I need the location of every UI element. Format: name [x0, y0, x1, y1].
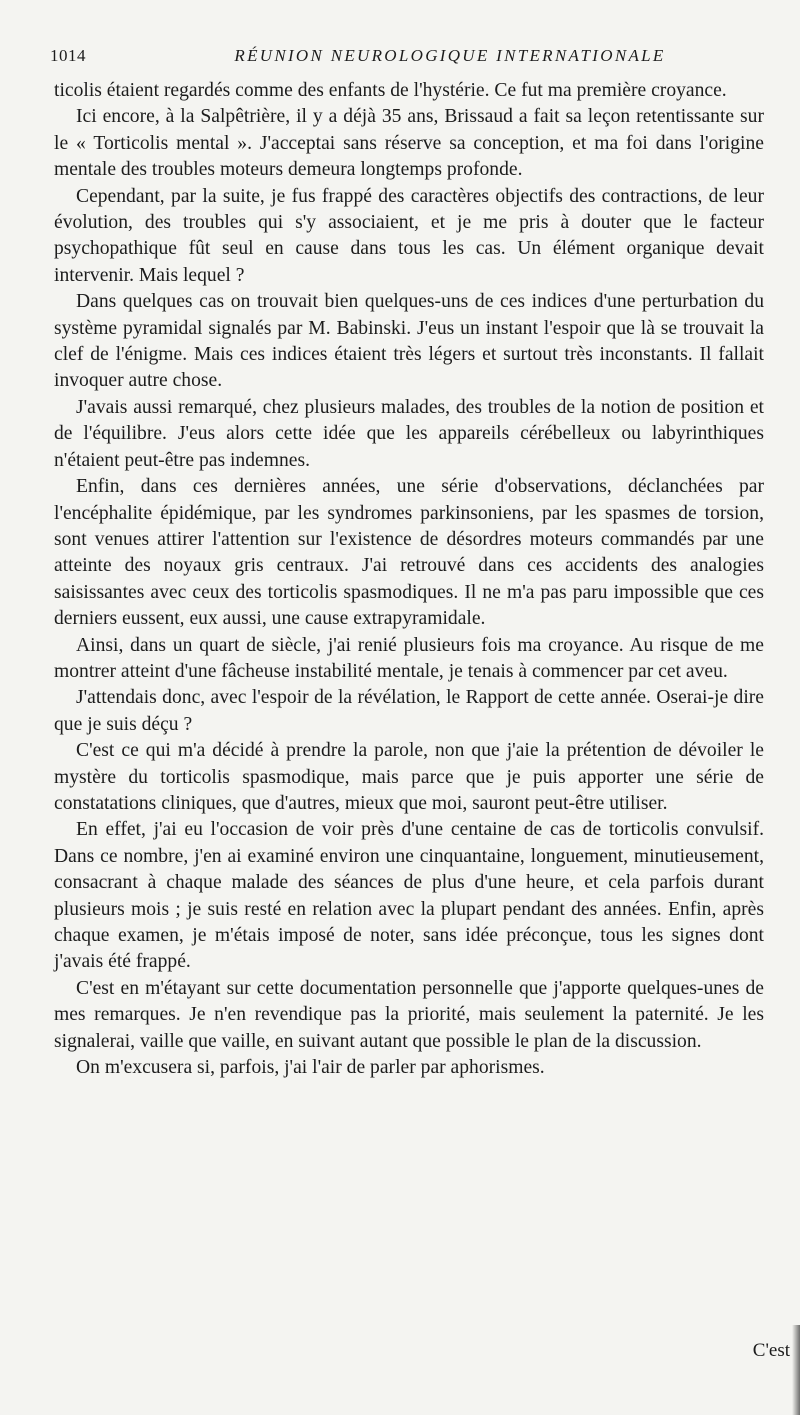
paragraph: ticolis étaient regardés comme des enfants de l'hystérie. Ce fut ma première croyance.	[54, 80, 727, 101]
paragraph: C'est en m'étayant sur cette documentation personnelle que j'apporte quelques-unes de mes remarques. Je n'en revendique pas la priorité, mais seulement la paternité. Je les signalerai, vaille que vaille, en suivant autant que possible le plan de la discussion.	[54, 977, 764, 1052]
paragraph: Enfin, dans ces dernières années, une série d'observations, déclanchées par l'encéphalite épidémique, par les syndromes parkinsoniens, par les spasmes de torsion, sont venues attirer l'attention sur l'existence de désordres moteurs commandés par une atteinte des noyaux gris centraux. J'ai retrouvé dans ces accidents des analogies saisissantes avec ceux des torticolis spasmodiques. Il ne m'a pas paru impossible que ces derniers eussent, eux aussi, une cause extrapyramidale.	[54, 476, 764, 630]
paragraph: J'attendais donc, avec l'espoir de la révélation, le Rapport de cette année. Oserai-je dire que je suis déçu ?	[54, 687, 764, 735]
body-text	[54, 78, 764, 1081]
catchword: C'est	[752, 1340, 790, 1361]
paragraph: Ici encore, à la Salpêtrière, il y a déjà 35 ans, Brissaud a fait sa leçon retentissante sur le « Torticolis mental ». J'acceptai sans réserve sa conception, et ma foi dans l'origine mentale des troubles moteurs demeura longtemps profonde.	[54, 106, 764, 181]
page-number: 1014	[50, 46, 86, 65]
running-title: RÉUNION NEUROLOGIQUE INTERNATIONALE	[234, 46, 666, 65]
binding-shadow	[792, 1325, 800, 1415]
paragraph: Ainsi, dans un quart de siècle, j'ai renié plusieurs fois ma croyance. Au risque de me montrer atteint d'une fâcheuse instabilité mentale, je tenais à commencer par cet aveu.	[54, 634, 764, 682]
paragraph: Cependant, par la suite, je fus frappé des caractères objectifs des contractions, de leur évolution, des troubles qui s'y associaient, et je me pris à douter que le facteur psychopathique fût seul en cause dans tous les cas. Un élément organique devait intervenir. Mais lequel ?	[54, 185, 764, 286]
paragraph: Dans quelques cas on trouvait bien quelques-uns de ces indices d'une perturbation du système pyramidal signalés par M. Babinski. J'eus un instant l'espoir que là se trouvait la clef de l'énigme. Mais ces indices étaient très légers et surtout très inconstants. Il fallait invoquer autre chose.	[54, 291, 764, 392]
page-header	[50, 38, 790, 72]
paragraph: C'est ce qui m'a décidé à prendre la parole, non que j'aie la prétention de dévoiler le mystère du torticolis spasmodique, mais parce que je puis apporter une série de constatations cliniques, que d'autres, mieux que moi, sauront peut-être utiliser.	[54, 740, 764, 814]
paragraph: J'avais aussi remarqué, chez plusieurs malades, des troubles de la notion de position et de l'équilibre. J'eus alors cette idée que les appareils cérébelleux ou labyrinthiques n'étaient peut-être pas indemnes.	[54, 396, 764, 471]
paragraph: On m'excusera si, parfois, j'ai l'air de parler par aphorismes.	[76, 1057, 545, 1079]
paragraph: En effet, j'ai eu l'occasion de voir près d'une centaine de cas de torticolis convulsif. Dans ce nombre, j'en ai examiné environ une cinquantaine, longuement, minutieusement, consacrant à chaque malade des séances de plus d'une heure, et cela parfois durant plusieurs mois ; je suis resté en relation avec la plupart pendant des années. Enfin, après chaque examen, je m'étais imposé de noter, sans idée préconçue, tous les signes dont j'avais été frappé.	[54, 819, 764, 973]
